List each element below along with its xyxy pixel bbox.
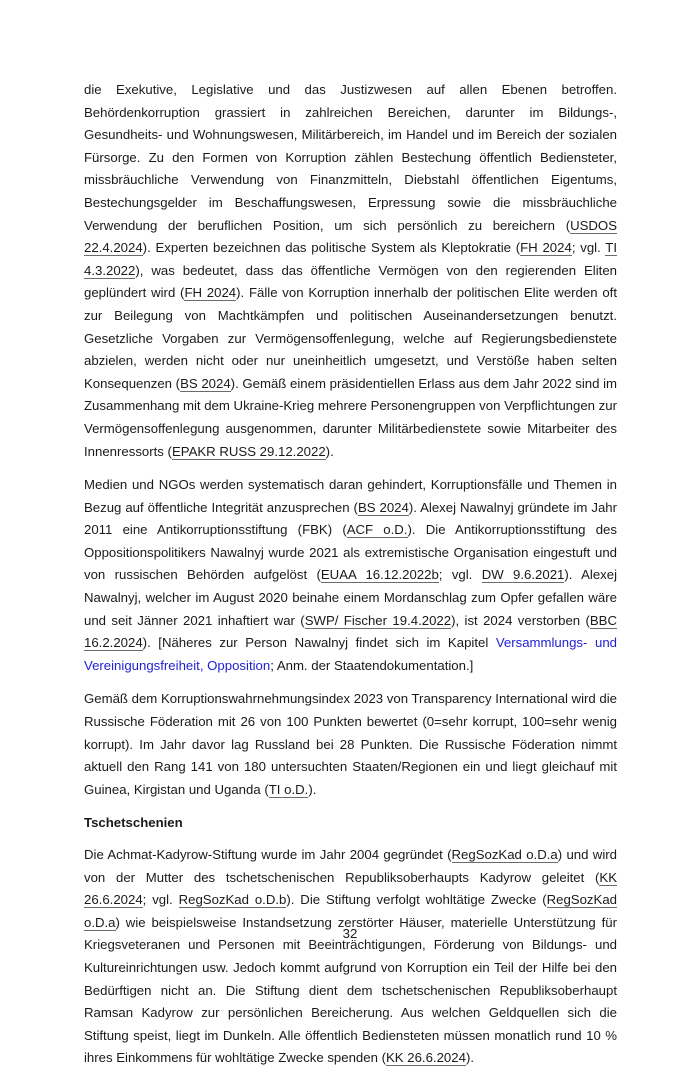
source-citation-link[interactable]: BBC 16.2.2024 xyxy=(84,612,618,651)
source-citation-link[interactable]: FH 2024 xyxy=(520,240,572,256)
paragraph-text: ) wie beispielsweise Instandsetzung zerstörter Häuser, materielle Unterstützung für Kriegsveteranen und Personen mit Beeinträchtigungen, Förderung von Bildungs- und Kultureinrichtungen usw. Jedoch kommt aufgrund von Korruption ein Teil der Hilfe bei den Bedürftigen nicht an. Die Stiftung dient dem tschetschenischen Republiksoberhaupt Ramsan Kadyrow zur persönlichen Bereicherung. Aus welchen Geldquellen sich die Stiftung speist, liegt im Dunkeln. Alle öffentlich Bediensteten müssen monatlich rund 10 % ihres Einkommens für wohltätige Zwecke spenden ( xyxy=(84,914,617,1066)
source-citation-link[interactable]: KK 26.6.2024 xyxy=(386,1050,466,1066)
source-citation-link[interactable]: ACF o.D. xyxy=(346,522,408,538)
source-citation-link[interactable]: TI o.D. xyxy=(268,781,309,797)
paragraph-text: ). Alexej Nawalnyj, welcher im August 2020 beinahe einem Mordanschlag zum Opfer gefallen wäre und seit Jänner 2021 inhaftiert war ( xyxy=(84,567,618,628)
source-citation-link[interactable]: EUAA 16.12.2022b xyxy=(320,567,439,583)
source-citation-link[interactable]: BS 2024 xyxy=(180,375,231,391)
source-citation-link[interactable]: SWP/ Fischer 19.4.2022 xyxy=(304,612,452,628)
paragraph-text: Gemäß dem Korruptionswahrnehmungsindex 2023 von Transparency International wird die Russische Föderation mit 26 von 100 Punkten bewertet (0=sehr korrupt, 100=sehr wenig korrupt). Im Jahr davor lag Russland bei 28 Punkten. Die Russische Föderation nimmt aktuell den Rang 141 von 180 untersuchten Staaten/Regionen ein und liegt gleichauf mit Guinea, Kirgistan und Uganda ( xyxy=(84,691,617,797)
body-text xyxy=(84,79,617,801)
paragraph-text: Die Achmat-Kadyrow-Stiftung wurde im Jahr 2004 gegründet ( xyxy=(84,847,452,862)
paragraph-text: ; vgl. xyxy=(142,892,179,908)
paragraph-text: ). Gemäß einem präsidentiellen Erlass aus dem Jahr 2022 sind im Zusammenhang mit dem Ukraine-Krieg mehrere Personengruppen von Verpflichtungen zur Vermögensoffenlegung ausgenommen, darunter Militärbedienstete sowie Mitarbeiter des Innenressorts ( xyxy=(84,375,617,459)
paragraph xyxy=(84,79,617,463)
section-text xyxy=(84,844,617,1070)
paragraph-text: ; vgl. xyxy=(438,567,482,583)
paragraph-text: ), was bedeutet, dass das öffentliche Vermögen von den regierenden Eliten geplündert wird ( xyxy=(84,262,617,301)
source-citation-link[interactable]: USDOS 22.4.2024 xyxy=(84,217,617,256)
section-heading: Tschetschenien xyxy=(84,815,183,831)
paragraph xyxy=(84,474,617,677)
source-citation-link[interactable]: DW 9.6.2021 xyxy=(481,567,565,583)
paragraph-text: ). xyxy=(325,443,334,459)
page-number: 32 xyxy=(342,926,358,941)
source-citation-link[interactable]: TI 4.3.2022 xyxy=(84,240,618,278)
chapter-cross-reference-link[interactable]: Versammlungs- und Vereinigungsfreiheit, Opposition xyxy=(84,635,617,673)
paragraph-text: ). Alexej Nawalnyj gründete im Jahr 2011 eine Antikorruptionsstiftung (FBK) ( xyxy=(84,499,618,538)
paragraph-text: ; Anm. der Staatendokumentation.] xyxy=(270,657,474,673)
source-citation-link[interactable]: RegSozKad o.D.a xyxy=(84,892,617,930)
source-citation-link[interactable]: RegSozKad o.D.b xyxy=(178,892,287,908)
paragraph-text: ), ist 2024 verstorben ( xyxy=(451,612,590,628)
source-citation-link[interactable]: RegSozKad o.D.a xyxy=(451,847,558,862)
paragraph-text: ; vgl. xyxy=(571,240,606,256)
source-citation-link[interactable]: KK 26.6.2024 xyxy=(84,869,617,908)
source-citation-link[interactable]: FH 2024 xyxy=(184,285,237,301)
paragraph xyxy=(84,688,617,801)
paragraph-text: ). xyxy=(308,781,317,797)
paragraph-text: Medien und NGOs werden systematisch daran gehindert, Korruptionsfälle und Themen in Bezug auf öffentliche Integrität anzusprechen ( xyxy=(84,477,617,515)
paragraph-text: ) und wird von der Mutter des tschetschenischen Republiksoberhaupts Kadyrow geleitet ( xyxy=(84,847,617,885)
paragraph-text: ). xyxy=(465,1050,474,1066)
source-citation-link[interactable]: BS 2024 xyxy=(357,499,409,515)
source-citation-link[interactable]: EPAKR RUSS 29.12.2022 xyxy=(171,443,326,459)
paragraph-text: ). Die Stiftung verfolgt wohltätige Zwecke ( xyxy=(286,892,547,908)
paragraph-text: ). Die Antikorruptionsstiftung des Oppositionspolitikers Nawalnyj wurde 2021 als extremistische Organisation eingestuft und von russischen Behörden aufgelöst ( xyxy=(84,522,617,583)
paragraph-text: ). Experten bezeichnen das politische System als Kleptokratie ( xyxy=(142,240,521,256)
paragraph xyxy=(84,844,617,1070)
paragraph-text: die Exekutive, Legislative und das Justizwesen auf allen Ebenen betroffen. Behördenkorruption grassiert in zahlreichen Bereichen, darunter im Bildungs-, Gesundheits- und Wohnungswesen, Militärbereich, im Handel und im Bereich der sozialen Fürsorge. Zu den Formen von Korruption zählen Bestechung öffentlich Bediensteter, missbräuchliche Verwendung von Finanzmitteln, Diebstahl öffentlichen Eigentums, Bestechungsgelder im Beschaffungswesen, Erpressung sowie die missbräuchliche Verwendung der beruflichen Position, um sich persönlich zu bereichern ( xyxy=(84,82,617,233)
paragraph-text: ). [Näheres zur Person Nawalnyj findet sich im Kapitel xyxy=(142,635,496,651)
paragraph-text: ). Fälle von Korruption innerhalb der politischen Elite werden oft zur Beilegung von Machtkämpfen und politischen Auseinandersetzungen benutzt. Gesetzliche Vorgaben zur Vermögensoffenlegung, welche auf Regierungsbedienstete abzielen, werden nicht oder nur uneinheitlich umgesetzt, und Verstöße haben selten Konsequenzen ( xyxy=(84,285,617,391)
